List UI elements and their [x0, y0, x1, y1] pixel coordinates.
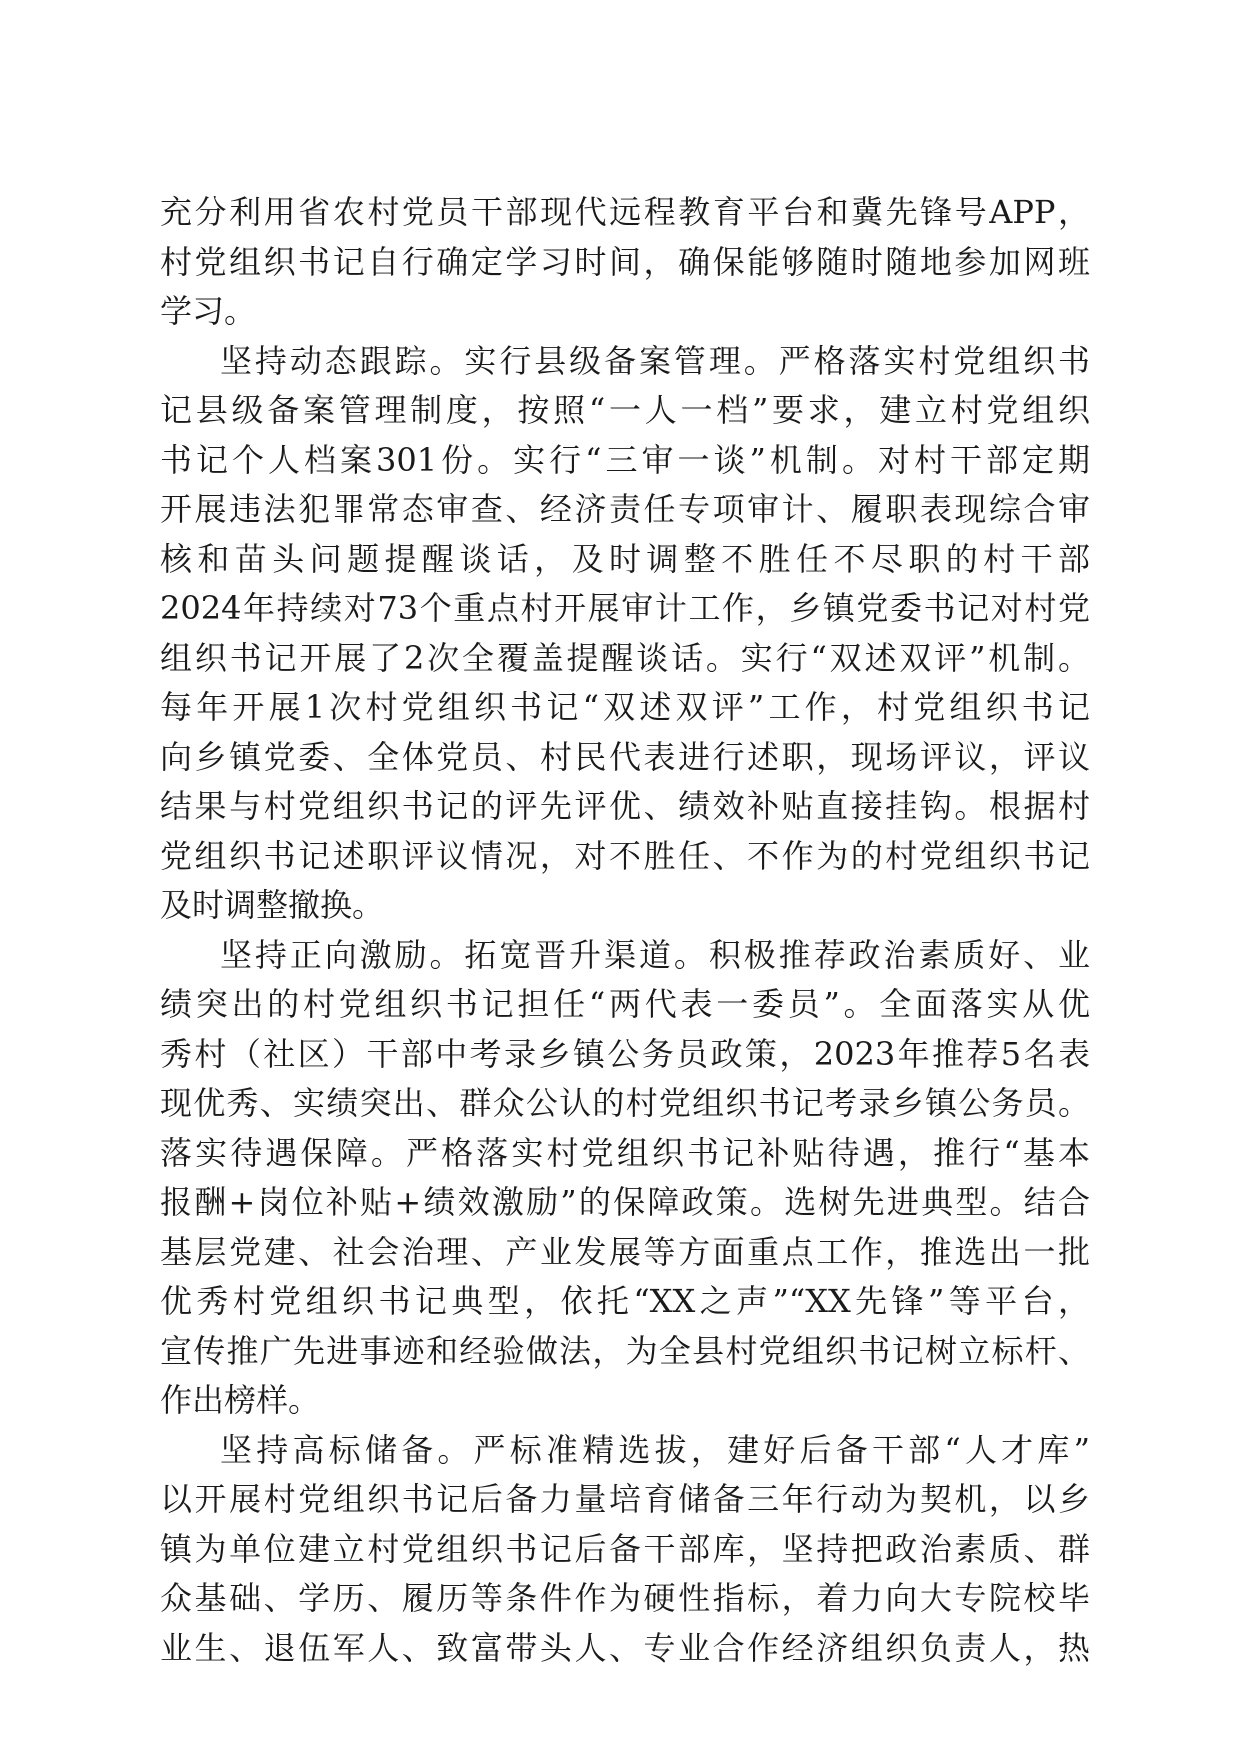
text-line: 开展违法犯罪常态审查、经济责任专项审计、履职表现综合审: [160, 490, 1090, 528]
text-line: 书记个人档案301份。实行“三审一谈”机制。对村干部定期: [160, 440, 1090, 479]
text-line: 学习。: [160, 292, 257, 330]
paragraph-4: [160, 1426, 1090, 1674]
text-line: 镇为单位建立村党组织书记后备干部库，坚持把政治素质、群: [160, 1529, 1090, 1568]
document-body: [160, 188, 1090, 1673]
text-line: 宣传推广先进事迹和经验做法，为全县村党组织书记树立标杆、: [160, 1331, 1090, 1370]
text-line: 向乡镇党委、全体党员、村民代表进行述职，现场评议，评议: [160, 737, 1090, 776]
paragraph-1: [160, 188, 1090, 337]
paragraph-2: [160, 337, 1090, 931]
text-line: 众基础、学历、履历等条件作为硬性指标，着力向大专院校毕: [160, 1579, 1090, 1617]
paragraph-3: [160, 931, 1090, 1426]
text-line: 2024年持续对73个重点村开展审计工作，乡镇党委书记对村党: [160, 589, 1090, 627]
text-line: 现优秀、实绩突出、群众公认的村党组织书记考录乡镇公务员。: [160, 1084, 1090, 1122]
text-line: 优秀村党组织书记典型，依托“XX之声”“XX先锋”等平台，: [160, 1282, 1090, 1320]
text-line: 基层党建、社会治理、产业发展等方面重点工作，推选出一批: [160, 1232, 1090, 1271]
text-line: 党组织书记述职评议情况，对不胜任、不作为的村党组织书记: [160, 836, 1090, 875]
text-line: 记县级备案管理制度，按照“一人一档”要求，建立村党组织: [160, 391, 1090, 429]
text-line: 村党组织书记自行确定学习时间，确保能够随时随地参加网班: [160, 242, 1090, 281]
text-line: 秀村（社区）干部中考录乡镇公务员政策，2023年推荐5名表: [160, 1034, 1090, 1073]
text-line: 绩突出的村党组织书记担任“两代表一委员”。全面落实从优: [160, 985, 1090, 1023]
text-line: 及时调整撤换。: [160, 886, 385, 924]
text-line: 每年开展1次村党组织书记“双述双评”工作，村党组织书记: [160, 688, 1090, 726]
text-line: 作出榜样。: [160, 1381, 321, 1419]
text-line: 核和苗头问题提醒谈话，及时调整不胜任不尽职的村干部: [160, 539, 1090, 578]
text-line: 充分利用省农村党员干部现代远程教育平台和冀先锋号APP，: [160, 193, 1090, 231]
text-line: 落实待遇保障。严格落实村党组织书记补贴待遇，推行“基本: [160, 1133, 1090, 1172]
text-line: 报酬+岗位补贴+绩效激励”的保障政策。选树先进典型。结合: [160, 1183, 1090, 1221]
text-line: 坚持正向激励。拓宽晋升渠道。积极推荐政治素质好、业: [220, 935, 1090, 974]
text-line: 坚持动态跟踪。实行县级备案管理。严格落实村党组织书: [220, 341, 1090, 380]
text-line: 结果与村党组织书记的评先评优、绩效补贴直接挂钩。根据村: [160, 787, 1090, 825]
text-line: 组织书记开展了2次全覆盖提醒谈话。实行“双述双评”机制。: [160, 638, 1090, 677]
text-line: 以开展村党组织书记后备力量培育储备三年行动为契机，以乡: [160, 1480, 1090, 1518]
text-line: 业生、退伍军人、致富带头人、专业合作经济组织负责人，热: [160, 1628, 1090, 1667]
text-line: 坚持高标储备。严标准精选拔，建好后备干部“人才库”: [220, 1430, 1090, 1469]
